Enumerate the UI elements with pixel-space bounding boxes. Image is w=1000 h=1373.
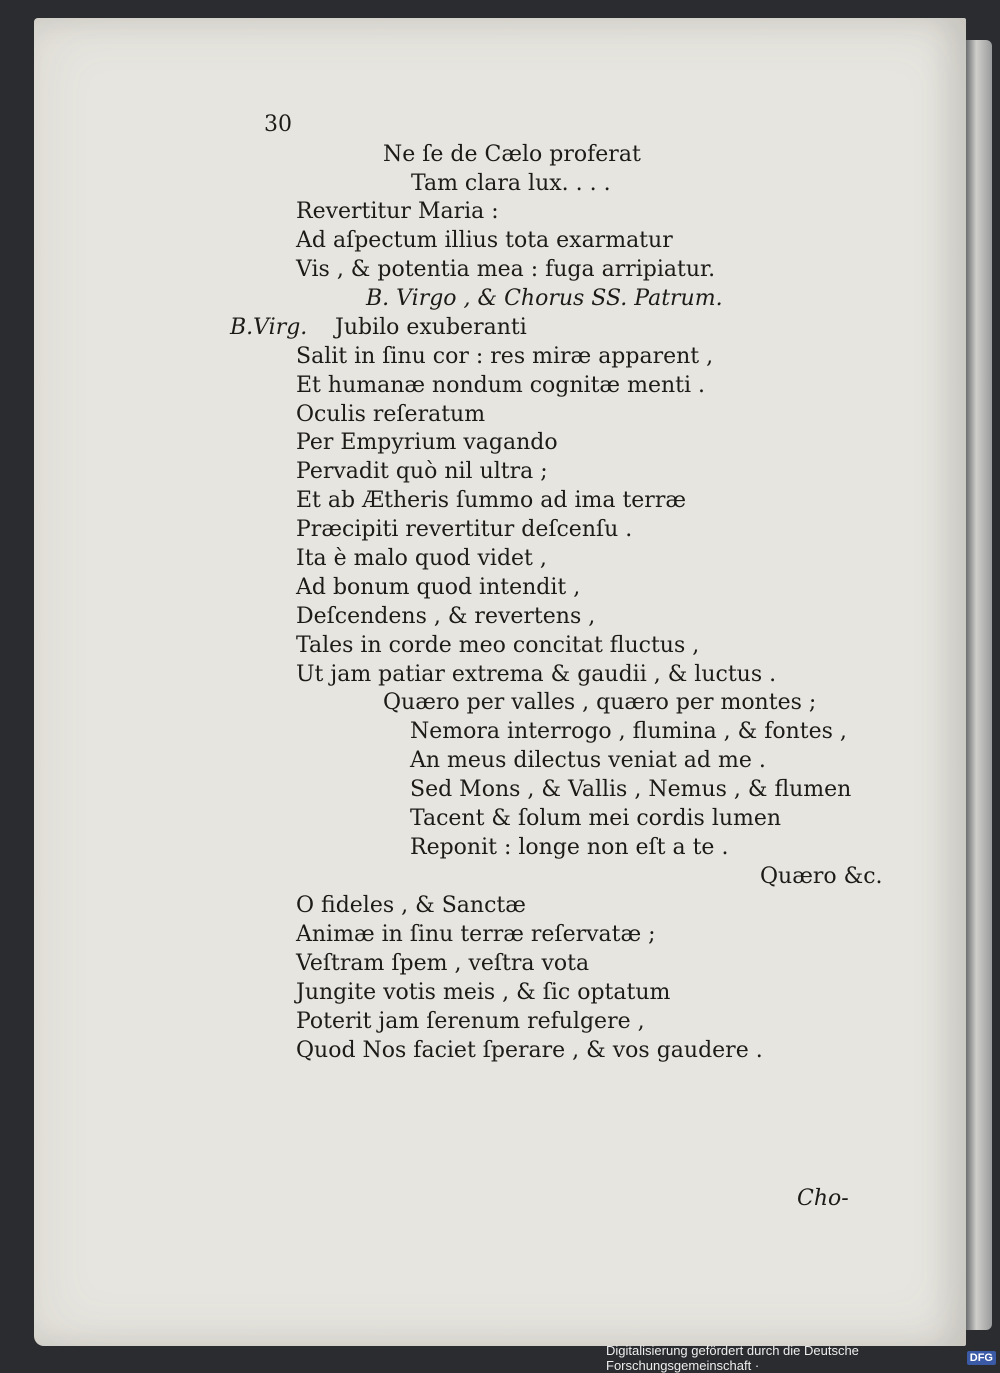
refrain-cue: Quæro &c.	[760, 864, 883, 889]
text-line: Pervadit quò nil ultra ;	[296, 459, 548, 484]
page-edge	[966, 40, 992, 1330]
text-line: Vis , & potentia mea : fuga arripiatur.	[296, 257, 716, 282]
text-line: Oculis reſeratum	[296, 402, 486, 427]
text-line: Quod Nos faciet ſperare , & vos gaudere .	[296, 1038, 763, 1063]
verse-line: Reponit : longe non eſt a te .	[410, 835, 729, 860]
speaker-heading: B. Virgo , & Chorus SS. Patrum.	[366, 286, 723, 311]
text-line: Tales in corde meo concitat fluctus ,	[296, 633, 700, 658]
catchword: Cho-	[797, 1186, 849, 1211]
verse-line: Quæro per valles , quæro per montes ;	[383, 690, 817, 715]
text-line: Præcipiti revertitur deſcenſu .	[296, 517, 633, 542]
text-line: Jungite votis meis , & ſic optatum	[296, 980, 671, 1005]
text-line: Ne ſe de Cælo proferat	[383, 142, 641, 167]
digitization-footer	[606, 1343, 996, 1373]
text-line: O fideles , & Sanctæ	[296, 893, 526, 918]
text-line: Revertitur Maria :	[296, 199, 499, 224]
text-line: Et humanæ nondum cognitæ menti .	[296, 373, 706, 398]
verse-line: An meus dilectus veniat ad me .	[410, 748, 766, 773]
text-line: Ita è malo quod videt ,	[296, 546, 547, 571]
verse-line: Sed Mons , & Vallis , Nemus , & flumen	[410, 777, 852, 802]
text-line: Jubilo exuberanti	[335, 315, 527, 340]
text-line: Deſcendens , & revertens ,	[296, 604, 596, 629]
text-line: Poterit jam ſerenum refulgere ,	[296, 1009, 645, 1034]
text-line: Per Empyrium vagando	[296, 430, 558, 455]
text-line: Ut jam patiar extrema & gaudii , & luctus .	[296, 662, 777, 687]
speaker-label: B.Virg.	[230, 315, 308, 340]
text-line: Ad bonum quod intendit ,	[296, 575, 581, 600]
text-line: Animæ in ſinu terræ reſervatæ ;	[296, 922, 656, 947]
footer-text: Digitalisierung gefördert durch die Deutsche Forschungsgemeinschaft ·	[606, 1343, 859, 1373]
text-line: Tam clara lux. . . .	[411, 171, 611, 196]
text-line: Ad aſpectum illius tota exarmatur	[296, 228, 673, 253]
verse-line: Nemora interrogo , flumina , & fontes ,	[410, 719, 847, 744]
verse-line: Tacent & ſolum mei cordis lumen	[410, 806, 782, 831]
text-line: Salit in ſinu cor : res miræ apparent ,	[296, 344, 714, 369]
dfg-logo: DFG	[967, 1351, 996, 1365]
text-line: Veſtram ſpem , veſtra vota	[296, 951, 590, 976]
text-line: Et ab Ætheris ſummo ad ima terræ	[296, 488, 687, 513]
page-number: 30	[264, 112, 292, 137]
